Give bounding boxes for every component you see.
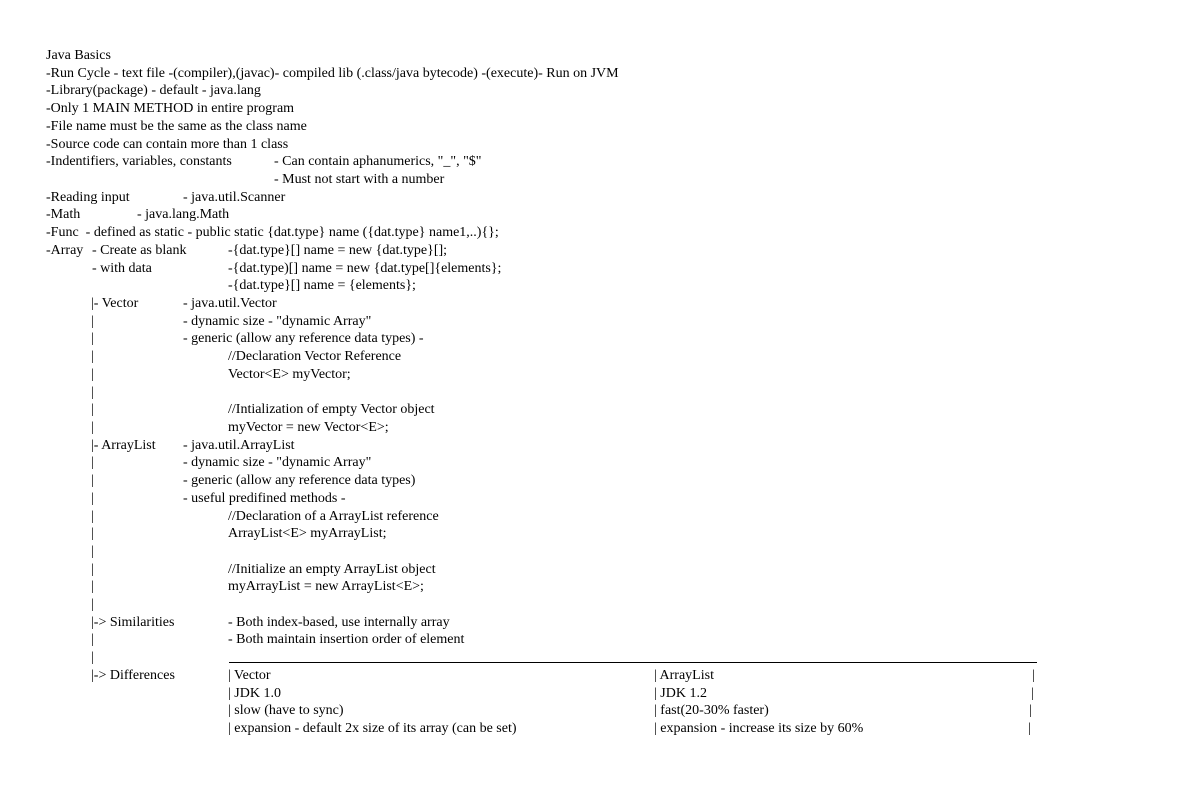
similarities-label: |-> Similarities (91, 615, 175, 630)
differences-cell-arraylist: | JDK 1.2 (654, 686, 707, 701)
vector-size: - dynamic size - "dynamic Array" (183, 314, 372, 329)
tree-connector: | (91, 597, 94, 612)
page-title: Java Basics (46, 48, 111, 63)
tree-connector: | (91, 420, 94, 435)
vector-code-comment: //Declaration Vector Reference (228, 349, 402, 364)
differences-row-end: | (1032, 668, 1035, 683)
vector-code: myVector = new Vector<E>; (228, 420, 389, 435)
differences-cell-vector: | Vector (228, 668, 271, 683)
tree-connector: | (91, 562, 94, 577)
tree-connector: | (91, 491, 94, 506)
vector-generic: - generic (allow any reference data types) - (183, 331, 424, 346)
tree-connector: | (91, 402, 94, 417)
differences-label: |-> Differences (91, 668, 175, 683)
arraylist-methods: - useful predifined methods - (183, 491, 346, 506)
tree-connector: | (91, 579, 94, 594)
differences-row-end: | (1029, 703, 1032, 718)
func-note: -Func - defined as static - public static {dat.type} name ({dat.type} name1,..){}; (46, 225, 499, 240)
arraylist-size: - dynamic size - "dynamic Array" (183, 455, 372, 470)
differences-cell-arraylist: | ArrayList (654, 668, 714, 683)
tree-connector: | (91, 367, 94, 382)
arraylist-package: - java.util.ArrayList (183, 438, 295, 453)
differences-row-end: | (1028, 721, 1031, 736)
tree-connector: | (91, 314, 94, 329)
array-label: -Array (46, 243, 84, 258)
differences-table-top-rule (229, 662, 1037, 663)
math-label: -Math (46, 207, 81, 222)
tree-connector: | (91, 526, 94, 541)
arraylist-code-comment: //Initialize an empty ArrayList object (228, 562, 436, 577)
tree-connector: | (91, 331, 94, 346)
arraylist-code: myArrayList = new ArrayList<E>; (228, 579, 424, 594)
note-main-method: -Only 1 MAIN METHOD in entire program (46, 101, 295, 116)
differences-cell-vector: | slow (have to sync) (228, 703, 344, 718)
similarity-item: - Both index-based, use internally array (228, 615, 450, 630)
note-run-cycle: -Run Cycle - text file -(compiler),(javac)- compiled lib (.class/java bytecode) -(execute)- Run on JVM (46, 66, 619, 81)
tree-connector: | (91, 650, 94, 665)
tree-connector: | (91, 632, 94, 647)
tree-connector: | (91, 349, 94, 364)
note-library: -Library(package) - default - java.lang (46, 83, 261, 98)
arraylist-generic: - generic (allow any reference data types) (183, 473, 416, 488)
array-data-label: - with data (92, 261, 152, 276)
differences-cell-vector: | expansion - default 2x size of its array (can be set) (228, 721, 517, 736)
tree-connector: | (91, 385, 94, 400)
identifiers-rule: - Must not start with a number (274, 172, 445, 187)
array-data-code: -{dat.type}[] name = {elements}; (228, 278, 416, 293)
vector-label: |- Vector (91, 296, 139, 311)
vector-code: Vector<E> myVector; (228, 367, 351, 382)
arraylist-code: ArrayList<E> myArrayList; (228, 526, 387, 541)
tree-connector: | (91, 544, 94, 559)
arraylist-label: |- ArrayList (91, 438, 156, 453)
differences-row-end: | (1031, 686, 1034, 701)
note-file-name: -File name must be the same as the class name (46, 119, 307, 134)
tree-connector: | (91, 473, 94, 488)
reading-input-label: -Reading input (46, 190, 130, 205)
math-value: - java.lang.Math (137, 207, 230, 222)
identifiers-rule: - Can contain aphanumerics, "_", "$" (274, 154, 482, 169)
differences-cell-vector: | JDK 1.0 (228, 686, 281, 701)
vector-code-comment: //Intialization of empty Vector object (228, 402, 435, 417)
differences-cell-arraylist: | fast(20-30% faster) (654, 703, 769, 718)
identifiers-label: -Indentifiers, variables, constants (46, 154, 232, 169)
tree-connector: | (91, 509, 94, 524)
vector-package: - java.util.Vector (183, 296, 277, 311)
array-data-code: -{dat.type)[] name = new {dat.type[]{elements}; (228, 261, 502, 276)
tree-connector: | (91, 455, 94, 470)
array-blank-label: - Create as blank (92, 243, 187, 258)
note-source-code: -Source code can contain more than 1 class (46, 137, 289, 152)
similarity-item: - Both maintain insertion order of element (228, 632, 465, 647)
reading-input-value: - java.util.Scanner (183, 190, 286, 205)
arraylist-code-comment: //Declaration of a ArrayList reference (228, 509, 439, 524)
array-blank-code: -{dat.type}[] name = new {dat.type}[]; (228, 243, 448, 258)
differences-cell-arraylist: | expansion - increase its size by 60% (654, 721, 864, 736)
